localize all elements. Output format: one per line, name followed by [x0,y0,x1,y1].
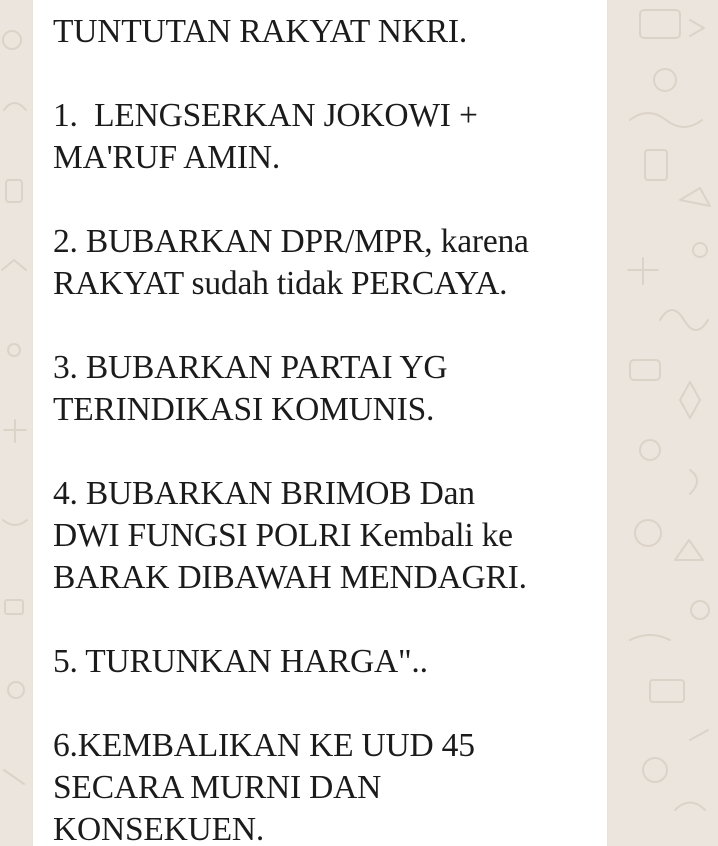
demand-1-line-2: MA'RUF AMIN. [53,139,281,176]
demand-5-line-1: 5. TURUNKAN HARGA".. [53,643,428,680]
blank-line [53,683,589,725]
demand-3-line-1: 3. BUBARKAN PARTAI YG [53,349,448,386]
blank-line [53,53,589,95]
demand-1-line-1: 1. LENGSERKAN JOKOWI + [53,97,478,134]
message-bubble[interactable] [33,0,607,846]
blank-line [53,431,589,473]
demand-6-line-3: KONSEKUEN. [53,811,265,846]
blank-line [53,599,589,641]
demand-2-line-1: 2. BUBARKAN DPR/MPR, karena [53,223,529,260]
demand-4-line-1: 4. BUBARKAN BRIMOB Dan [53,475,475,512]
demand-2-line-2: RAKYAT sudah tidak PERCAYA. [53,265,508,302]
message-title: TUNTUTAN RAKYAT NKRI. [53,13,468,50]
demand-6-line-2: SECARA MURNI DAN [53,769,382,806]
blank-line [53,179,589,221]
demand-4-line-3: BARAK DIBAWAH MENDAGRI. [53,559,527,596]
demand-4-line-2: DWI FUNGSI POLRI Kembali ke [53,517,513,554]
demand-3-line-2: TERINDIKASI KOMUNIS. [53,391,435,428]
demand-6-line-1: 6.KEMBALIKAN KE UUD 45 [53,727,475,764]
blank-line [53,305,589,347]
